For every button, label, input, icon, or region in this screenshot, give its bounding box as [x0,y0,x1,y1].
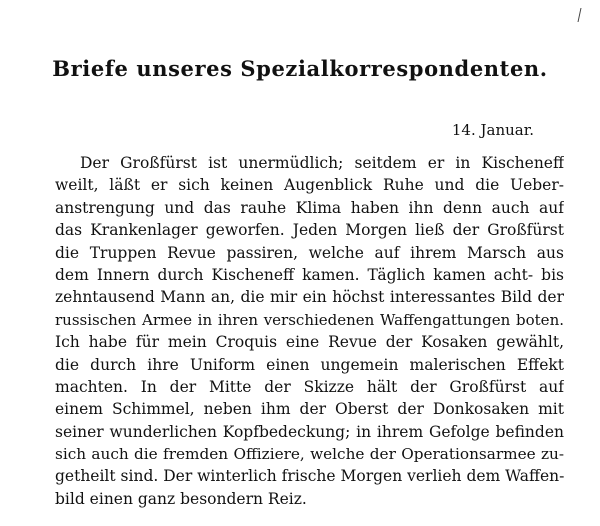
body-line: das Krankenlager geworfen. Jeden Morgen ließ der Großfürst [55,221,564,240]
article-title: Briefe unseres Spezialkorrespondenten. [52,56,548,81]
body-line: seiner wunderlichen Kopfbedeckung; in ihrem Gefolge befinden [55,422,564,441]
body-line: sich auch die fremden Offiziere, welche der Operationsarmee zu- [55,445,564,464]
article-date: 14. Januar. [451,121,534,139]
body-line: machten. In der Mitte der Skizze hält der Großfürst auf [55,377,564,396]
body-line: russischen Armee in ihren verschiedenen Waffengattungen boten. [55,310,564,329]
body-line: weilt, läßt er sich keinen Augenblick Ruhe und die Ueber- [55,176,564,195]
body-line: zehntausend Mann an, die mir ein höchst interessantes Bild der [55,288,564,307]
body-line: Ich habe für mein Croquis eine Revue der Kosaken gewählt, [55,333,564,352]
body-line: die Truppen Revue passiren, welche auf ihrem Marsch aus [55,243,564,262]
body-line: einem Schimmel, neben ihm der Oberst der Donkosaken mit [55,400,564,419]
body-line: bild einen ganz besondern Reiz. [55,489,307,508]
body-line: die durch ihre Uniform einen ungemein malerischen Effekt [55,355,564,374]
body-line: Der Großfürst ist unermüdlich; seitdem er in Kischeneff [80,154,564,172]
article-body [55,152,564,510]
body-line: dem Innern durch Kischeneff kamen. Täglich kamen acht- bis [55,265,564,284]
body-line: getheilt sind. Der winterlich frische Morgen verlieh dem Waffen- [55,467,564,486]
body-line: anstrengung und das rauhe Klima haben ihn denn auch auf [55,198,564,217]
margin-pencil-mark [578,8,588,22]
